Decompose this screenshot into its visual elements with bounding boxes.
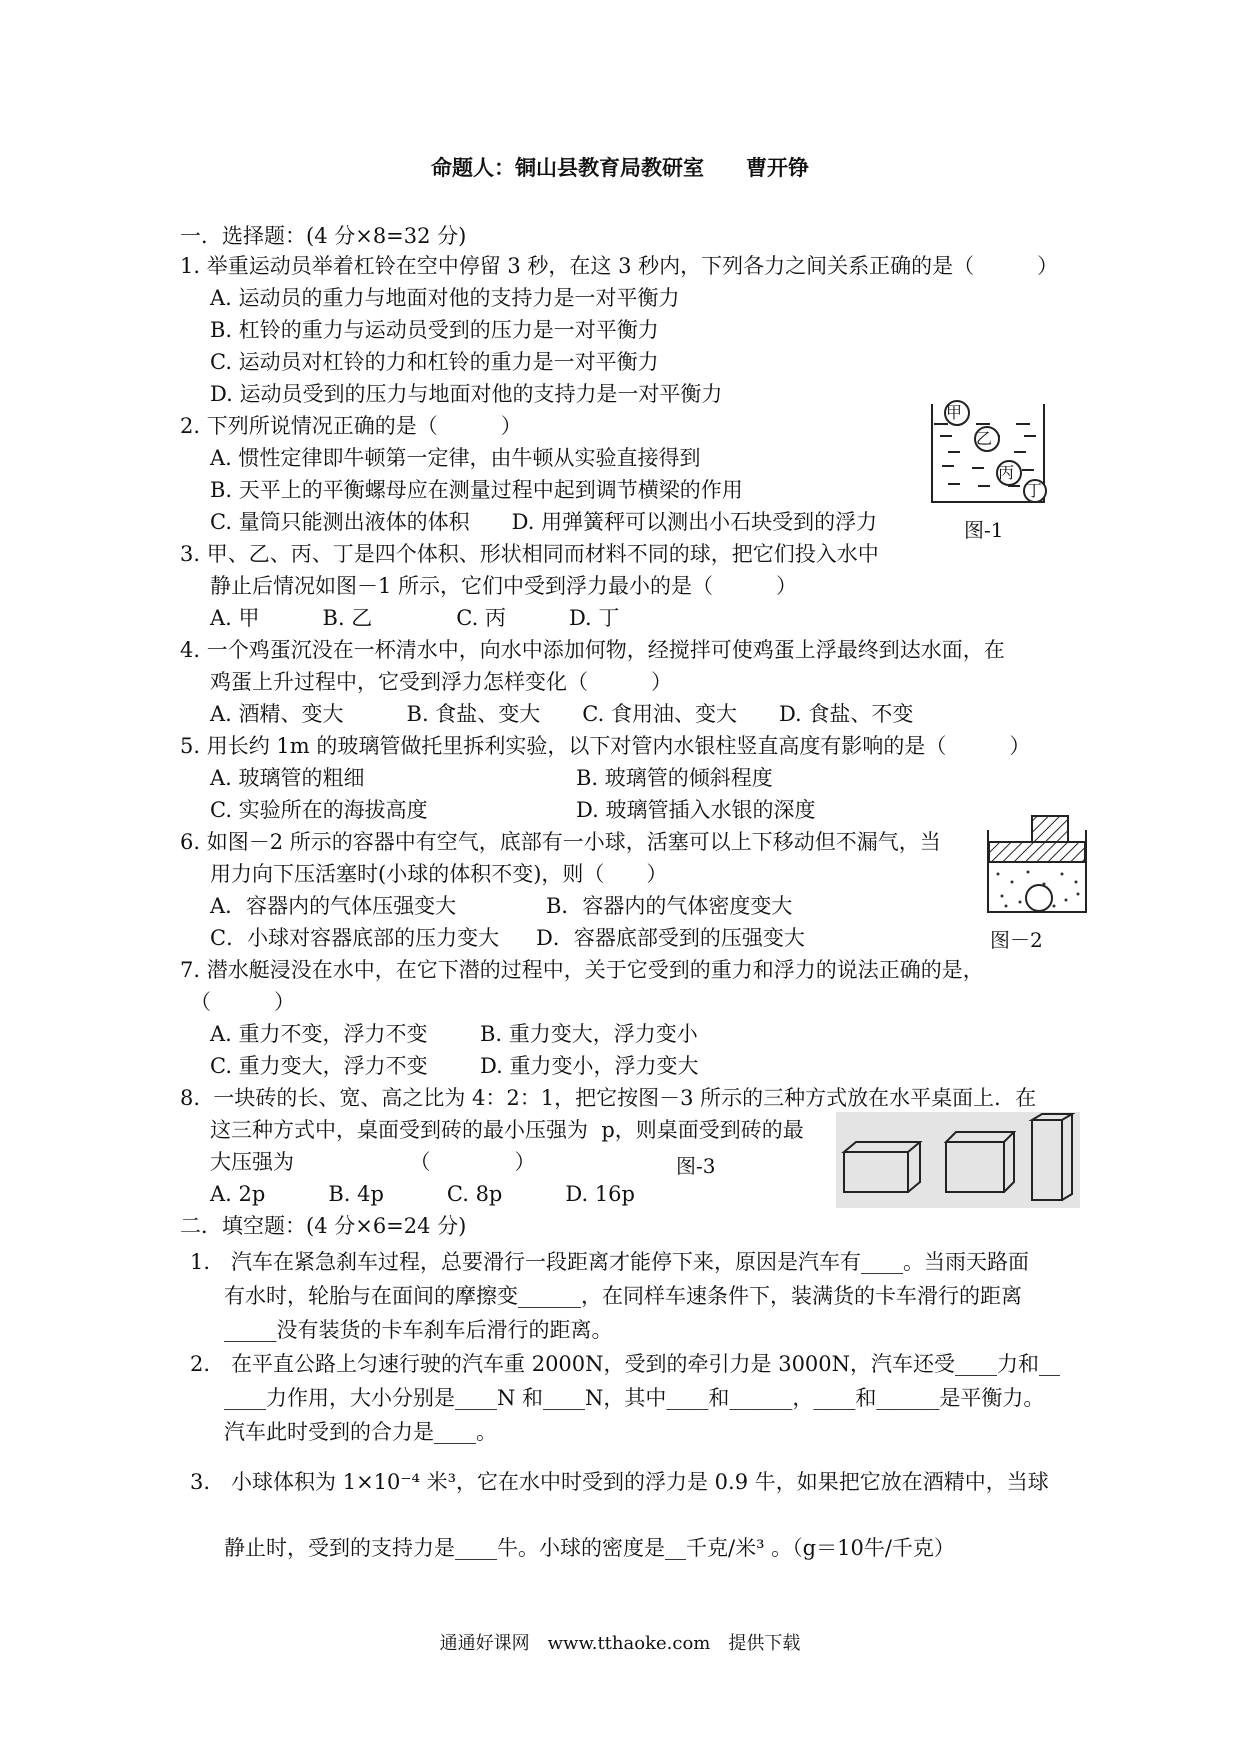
fill3-line2: 静止时，受到的支持力是____牛。小球的密度是__千克/米³ 。（g＝10牛/千克） <box>224 1536 955 1560</box>
q1-option-b: B. 杠铃的重力与运动员受到的压力是一对平衡力 <box>210 318 659 342</box>
q7-stem: 7. 潜水艇浸没在水中，在它下潜的过程中，关于它受到的重力和浮力的说法正确的是， <box>180 958 984 982</box>
q7-option-b: B. 重力变大，浮力变小 <box>480 1022 698 1046</box>
q1-stem: 1. 举重运动员举着杠铃在空中停留 3 秒，在这 3 秒内，下列各力之间关系正确的是（ ） <box>180 254 1059 278</box>
fill1-line3: _____没有装货的卡车刹车后滑行的距离。 <box>224 1318 613 1342</box>
q4-stem-line1: 4. 一个鸡蛋沉没在一杯清水中，向水中添加何物，经搅拌可使鸡蛋上浮最终到达水面，在 <box>180 638 1005 662</box>
q3-options: A. 甲 B. 乙 C. 丙 D. 丁 <box>210 606 620 630</box>
q5-option-c: C. 实验所在的海拔高度 <box>210 798 428 822</box>
q7-option-a: A. 重力不变，浮力不变 <box>210 1022 428 1046</box>
q3-stem-line1: 3. 甲、乙、丙、丁是四个体积、形状相同而材料不同的球，把它们投入水中 <box>180 542 879 566</box>
fill2-line2: ____力作用，大小分别是____N 和____N，其中____和______，____和______是平衡力。 <box>224 1386 1045 1410</box>
q1-option-c: C. 运动员对杠铃的力和杠铃的重力是一对平衡力 <box>210 350 659 374</box>
q6-option-a: A．容器内的气体压强变大 <box>210 894 457 918</box>
figure-1-label-jia: 甲 <box>946 403 963 422</box>
q6-option-c: C．小球对容器底部的压力变大 <box>210 926 500 950</box>
figure-1-label-yi: 乙 <box>976 429 993 448</box>
figure-2-caption: 图－2 <box>990 928 1043 952</box>
fill1-line2: 有水时，轮胎与在面间的摩擦变______，在同样车速条件下，装满货的卡车滑行的距离 <box>224 1284 1022 1308</box>
fill2-line3: 汽车此时受到的合力是____。 <box>224 1420 497 1444</box>
q8-stem-line3: 大压强为 （ ） <box>210 1150 536 1174</box>
section-title-choice: 一．选择题：(4 分×8=32 分) <box>180 224 467 248</box>
page-footer: 通通好课网 www.tthaoke.com 提供下载 <box>439 1633 801 1654</box>
q5-option-d: D. 玻璃管插入水银的深度 <box>576 798 816 822</box>
figure-1-label-ding: 丁 <box>1026 481 1043 500</box>
q5-option-a: A. 玻璃管的粗细 <box>210 766 365 790</box>
figure-2-diagram <box>984 812 1090 916</box>
q2-option-b: B. 天平上的平衡螺母应在测量过程中起到调节横梁的作用 <box>210 478 743 502</box>
figure-3-diagram <box>836 1112 1080 1208</box>
q6-option-b: B．容器内的气体密度变大 <box>546 894 793 918</box>
figure-3-caption: 图-3 <box>676 1154 716 1178</box>
q2-stem: 2. 下列所说情况正确的是（ ） <box>180 414 522 438</box>
q6-option-d: D．容器底部受到的压强变大 <box>536 926 805 950</box>
q6-stem-line1: 6. 如图－2 所示的容器中有空气，底部有一小球，活塞可以上下移动但不漏气，当 <box>180 830 941 854</box>
page-header: 命题人：铜山县教育局教研室 曹开铮 <box>431 155 809 180</box>
q8-stem-line1: 8. 一块砖的长、宽、高之比为 4：2：1，把它按图－3 所示的三种方式放在水平桌面上．在 <box>180 1086 1037 1110</box>
fill1-line1: 1. 汽车在紧急刹车过程，总要滑行一段距离才能停下来，原因是汽车有____。当雨天路面 <box>190 1250 1030 1274</box>
figure-1-label-bing: 丙 <box>998 463 1015 482</box>
q6-stem-line2: 用力向下压活塞时(小球的体积不变)，则（ ） <box>210 862 668 886</box>
q2-option-a: A. 惯性定律即牛顿第一定律，由牛顿从实验直接得到 <box>210 446 701 470</box>
q5-stem: 5. 用长约 1m 的玻璃管做托里拆利实验，以下对管内水银柱竖直高度有影响的是（ ） <box>180 734 1031 758</box>
q4-stem-line2: 鸡蛋上升过程中，它受到浮力怎样变化（ ） <box>210 670 672 694</box>
q2-option-cd: C. 量筒只能测出液体的体积 D. 用弹簧秤可以测出小石块受到的浮力 <box>210 510 878 534</box>
q7-answer-paren: （ ） <box>190 990 295 1014</box>
q5-option-b: B. 玻璃管的倾斜程度 <box>576 766 773 790</box>
q4-options: A. 酒精、变大 B. 食盐、变大 C. 食用油、变大 D. 食盐、不变 <box>210 702 914 726</box>
section-title-fill: 二．填空题：(4 分×6=24 分) <box>180 1214 467 1238</box>
fill2-line1: 2. 在平直公路上匀速行驶的汽车重 2000N，受到的牵引力是 3000N，汽车还受____力和__ <box>190 1352 1061 1376</box>
q3-stem-line2: 静止后情况如图－1 所示，它们中受到浮力最小的是（ ） <box>210 574 798 598</box>
q7-option-d: D. 重力变小，浮力变大 <box>480 1054 699 1078</box>
q8-options: A. 2p B. 4p C. 8p D. 16p <box>210 1182 635 1206</box>
figure-1-caption: 图-1 <box>964 518 1004 542</box>
q7-option-c: C. 重力变大，浮力不变 <box>210 1054 428 1078</box>
fill3-line1: 3. 小球体积为 1×10⁻⁴ 米³，它在水中时受到的浮力是 0.9 牛，如果把它放在酒精中，当球 <box>190 1470 1049 1494</box>
q1-option-d: D. 运动员受到的压力与地面对他的支持力是一对平衡力 <box>210 382 723 406</box>
q8-stem-line2: 这三种方式中，桌面受到砖的最小压强为 p，则桌面受到砖的最 <box>210 1118 804 1142</box>
q1-option-a: A. 运动员的重力与地面对他的支持力是一对平衡力 <box>210 286 680 310</box>
